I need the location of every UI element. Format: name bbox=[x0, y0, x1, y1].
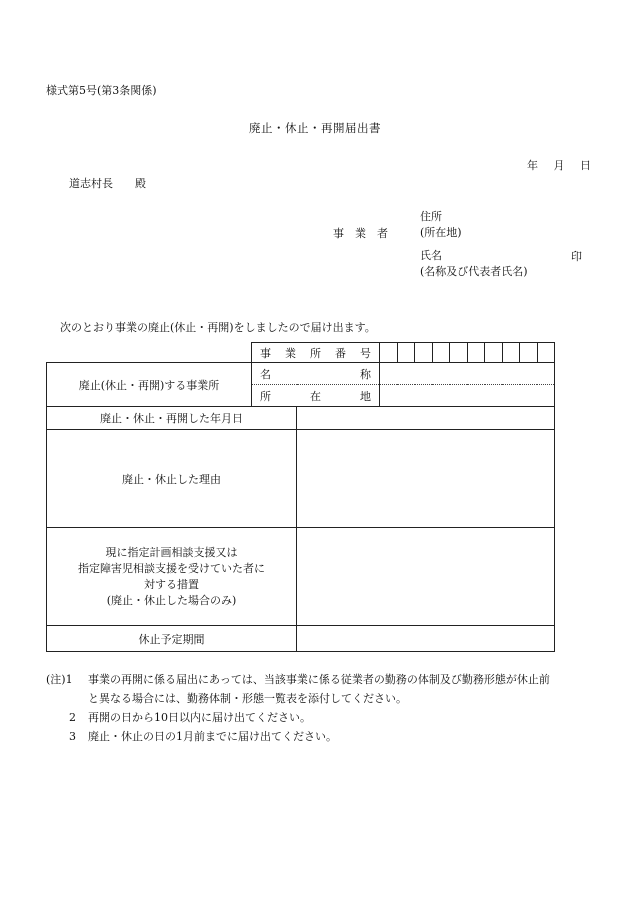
document-title: 廃止・休止・再開届出書 bbox=[249, 121, 381, 135]
office-name-label: 名 称 bbox=[252, 363, 380, 385]
applicant-label: 事 業 者 bbox=[333, 227, 388, 240]
office-number-digit-10[interactable] bbox=[537, 343, 555, 363]
office-location-field[interactable] bbox=[380, 385, 555, 407]
date-line: 年 月 日 bbox=[527, 159, 591, 172]
intro-text: 次のとおり事業の廃止(休止・再開)をしましたので届け出ます。 bbox=[60, 321, 376, 334]
applicant-name-block bbox=[420, 248, 528, 280]
measures-row-label: 現に指定計画相談支援又は 指定障害児相談支援を受けていた者に 対する措置 (廃止・休止した場合のみ) bbox=[47, 528, 297, 626]
seal-mark: 印 bbox=[571, 250, 582, 263]
office-label: 廃止(休止・再開)する事業所 bbox=[47, 363, 252, 407]
office-number-digit-3[interactable] bbox=[415, 343, 433, 363]
address-sub-label: (所在地) bbox=[420, 226, 462, 239]
reason-row-label: 廃止・休止した理由 bbox=[47, 430, 297, 528]
office-number-digit-4[interactable] bbox=[432, 343, 450, 363]
note-number: 2 bbox=[69, 711, 76, 724]
measures-field[interactable] bbox=[297, 528, 555, 626]
applicant-address-block bbox=[420, 209, 462, 241]
addressee: 道志村長 殿 bbox=[69, 177, 146, 190]
notes-section bbox=[46, 670, 591, 746]
office-number-digit-6[interactable] bbox=[467, 343, 485, 363]
name-sub-label: (名称及び代表者氏名) bbox=[420, 265, 528, 278]
note-item: 再開の日から10日以内に届け出てください。 bbox=[88, 711, 311, 724]
form-number: 様式第5号(第3条関係) bbox=[46, 84, 157, 97]
note-number: 3 bbox=[69, 730, 76, 743]
office-number-digit-9[interactable] bbox=[520, 343, 538, 363]
office-number-digit-7[interactable] bbox=[485, 343, 503, 363]
notification-table bbox=[46, 342, 630, 652]
note-item: 事業の再開に係る届出にあっては、当該事業に係る従業者の勤務の体制及び勤務形態が休止前 と異なる場合には、勤務体制・形態一覧表を添付してください。 bbox=[88, 673, 550, 705]
office-location-label: 所 在 地 bbox=[252, 385, 380, 407]
office-number-digit-8[interactable] bbox=[502, 343, 520, 363]
date-row-label: 廃止・休止・再開した年月日 bbox=[47, 407, 297, 430]
suspension-field[interactable] bbox=[297, 626, 555, 652]
date-field[interactable] bbox=[297, 407, 555, 430]
note-item: 廃止・休止の日の1月前までに届け出てください。 bbox=[88, 730, 337, 743]
blank-corner bbox=[47, 343, 252, 363]
office-number-digit-1[interactable] bbox=[380, 343, 398, 363]
name-label: 氏名 bbox=[420, 249, 442, 262]
suspension-row-label: 休止予定期間 bbox=[47, 626, 297, 652]
office-name-field[interactable] bbox=[380, 363, 555, 385]
notes-prefix: (注)1 bbox=[46, 673, 73, 686]
address-label: 住所 bbox=[420, 210, 442, 223]
reason-field[interactable] bbox=[297, 430, 555, 528]
office-number-digit-5[interactable] bbox=[450, 343, 468, 363]
office-number-label: 事 業 所 番 号 bbox=[252, 343, 380, 363]
office-number-digit-2[interactable] bbox=[397, 343, 415, 363]
